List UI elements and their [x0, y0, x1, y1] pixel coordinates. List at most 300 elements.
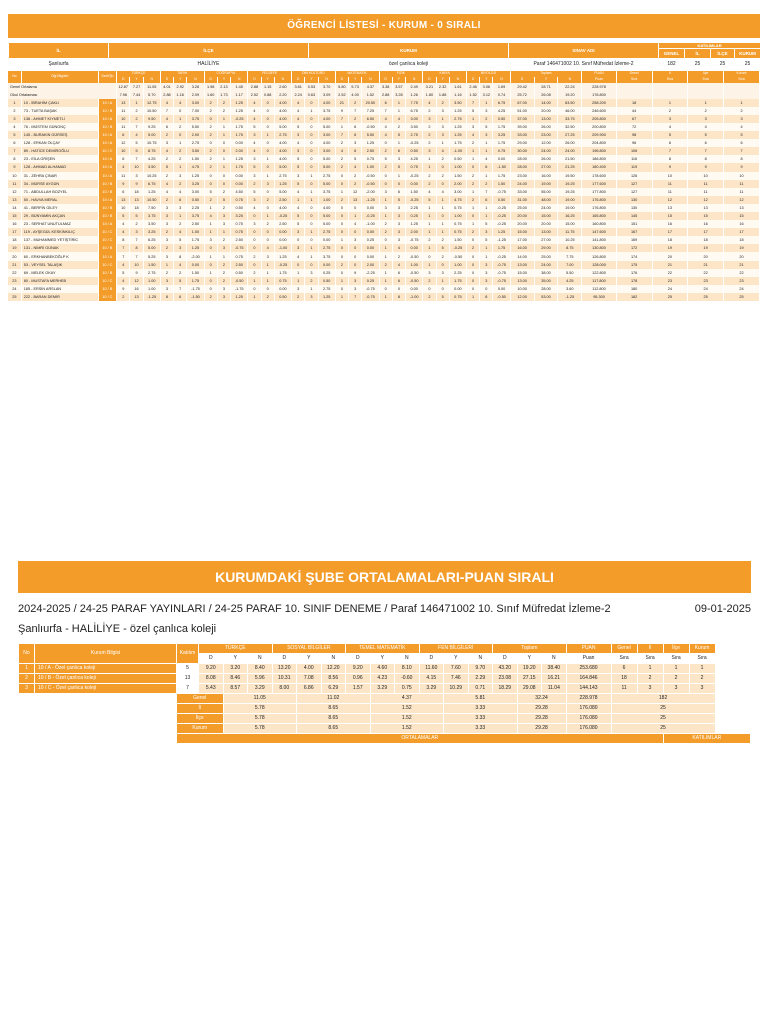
student-value: 7: [349, 293, 362, 301]
student-value: 1: [436, 228, 449, 236]
avg-kurum-header: Kurum Bilgisi: [35, 644, 177, 664]
student-value: 0.75: [406, 163, 423, 171]
student-value: 176.800: [582, 196, 616, 204]
class-value: 5.43: [199, 684, 224, 694]
student-value: 2: [652, 107, 688, 115]
student-value: 1.75: [493, 139, 510, 147]
student-value: 5.00: [143, 131, 160, 139]
subject-header: TÜRKÇE: [117, 71, 161, 77]
avg-sub-header: N: [468, 654, 493, 664]
student-value: 38.00: [534, 269, 558, 277]
student-value: 1.25: [362, 139, 379, 147]
student-value: 4: [160, 180, 173, 188]
student-value: 1: [436, 277, 449, 285]
summary-value: 3.33: [444, 724, 518, 734]
student-value: 2: [217, 107, 230, 115]
class-row: [19, 674, 751, 684]
student-name: 50 - HAVVA MERAL: [21, 196, 98, 204]
avg-sub-header: Y: [223, 654, 248, 664]
student-value: 20: [652, 252, 688, 260]
student-no: 12: [8, 188, 21, 196]
student-value: 2: [204, 155, 217, 163]
student-value: 2: [349, 115, 362, 123]
sub-header: Y: [217, 77, 230, 83]
student-value: 4.00: [274, 155, 291, 163]
student-value: 4: [248, 147, 261, 155]
student-no: 25: [8, 293, 21, 301]
student-value: 3: [480, 277, 493, 285]
student-value: 1: [174, 115, 187, 123]
student-no: 19: [8, 244, 21, 252]
student-name: 137 - MUHAMMED YETİŞTİRİC: [21, 236, 98, 244]
student-value: 1: [466, 220, 479, 228]
student-value: 2: [130, 107, 143, 115]
student-value: 1.75: [231, 123, 248, 131]
student-value: 0.00: [406, 244, 423, 252]
student-value: 169: [616, 236, 652, 244]
student-value: 4.00: [274, 139, 291, 147]
student-value: 0: [261, 147, 274, 155]
student-value: 1.25: [274, 180, 291, 188]
student-value: 4: [160, 147, 173, 155]
avg-subject-header: İlçe: [663, 644, 689, 654]
student-value: 0: [466, 236, 479, 244]
avg-sub-header: N: [542, 654, 567, 664]
summary-value: 5.78: [223, 714, 297, 724]
student-name: 34 - MÜRSE AYGÜN: [21, 180, 98, 188]
student-name: 41 - BERFİN GİLEY: [21, 204, 98, 212]
student-value: 2.00: [231, 147, 248, 155]
student-value: 0: [466, 252, 479, 260]
student-value: -1.00: [274, 244, 291, 252]
student-value: 176.800: [582, 204, 616, 212]
student-class: 10 / B: [98, 107, 117, 115]
subject-header: BİYOLOJİ: [466, 71, 510, 77]
student-value: 1: [305, 107, 318, 115]
student-value: 3: [392, 228, 405, 236]
student-value: 0: [466, 285, 479, 293]
student-value: 182: [616, 293, 652, 301]
student-value: 1: [261, 261, 274, 269]
student-value: 0: [217, 139, 230, 147]
class-value: 164.846: [566, 674, 611, 684]
student-value: 1: [217, 228, 230, 236]
student-value: 30.00: [510, 147, 534, 155]
student-value: 4: [174, 99, 187, 107]
student-value: 31.00: [510, 196, 534, 204]
student-value: 19.00: [558, 204, 582, 212]
student-value: 0.25: [406, 212, 423, 220]
student-row: [8, 188, 760, 196]
student-value: 6: [349, 131, 362, 139]
student-value: 1.75: [231, 131, 248, 139]
average-value: 2.46: [466, 83, 479, 91]
student-value: 0: [261, 236, 274, 244]
student-value: 13.00: [510, 261, 534, 269]
student-value: -0.25: [406, 172, 423, 180]
student-value: -0.50: [493, 293, 510, 301]
class-value: 2: [689, 674, 715, 684]
student-value: 0: [204, 180, 217, 188]
sub-header: D: [204, 77, 217, 83]
student-value: 3.50: [143, 220, 160, 228]
student-value: 11: [117, 172, 130, 180]
student-value: 2: [174, 123, 187, 131]
class-value: 12.20: [321, 664, 346, 674]
student-value: 3: [392, 220, 405, 228]
student-value: 0: [261, 107, 274, 115]
student-value: 0: [248, 261, 261, 269]
student-value: 11: [688, 188, 724, 196]
student-value: -0.25: [274, 212, 291, 220]
student-value: 1.75: [493, 172, 510, 180]
student-name: 10 - İBRAHİM ÇAKLI: [21, 99, 98, 107]
student-value: 5: [423, 196, 436, 204]
student-row: [8, 180, 760, 188]
class-katilim: 5: [177, 664, 199, 674]
student-value: 3: [436, 269, 449, 277]
student-value: 18: [130, 204, 143, 212]
student-value: 19.25: [558, 180, 582, 188]
student-value: 9: [117, 180, 130, 188]
student-value: 1: [261, 131, 274, 139]
student-value: 3.25: [187, 180, 204, 188]
average-value: 1.17: [231, 91, 248, 99]
student-value: 1.25: [187, 244, 204, 252]
student-value: 2.75: [274, 172, 291, 180]
avg-sub-header: D: [199, 654, 224, 664]
summary-value: 1.52: [370, 704, 444, 714]
student-value: 2: [174, 269, 187, 277]
student-value: 2.75: [274, 131, 291, 139]
student-value: 5.00: [318, 123, 335, 131]
summary-value: 5.81: [444, 694, 518, 704]
student-no: 5: [8, 131, 21, 139]
student-value: 1: [305, 172, 318, 180]
student-value: 1: [204, 269, 217, 277]
student-value: 1.75: [493, 123, 510, 131]
class-averages-section: [18, 561, 751, 744]
student-no: 18: [8, 236, 21, 244]
avg-subject-header: TÜRKÇE: [199, 644, 273, 654]
student-row: [8, 236, 760, 244]
student-class: 10 / B: [98, 188, 117, 196]
student-value: 0: [292, 236, 305, 244]
subject-header: KİMYA: [423, 71, 467, 77]
empty-cell: [652, 83, 688, 91]
student-value: 7: [160, 107, 173, 115]
summary-value: 1.52: [370, 724, 444, 734]
class-value: 4.60: [370, 664, 395, 674]
student-value: 2: [217, 236, 230, 244]
student-value: 2: [217, 99, 230, 107]
student-value: -2.00: [187, 252, 204, 260]
student-name: 73 - TUETA BAŞAK: [21, 107, 98, 115]
summary-row: [19, 714, 751, 724]
student-value: 13.00: [510, 277, 534, 285]
student-value: 4: [349, 220, 362, 228]
student-value: 1: [305, 188, 318, 196]
student-value: 1.75: [231, 163, 248, 171]
summary-value: 4.37: [370, 694, 444, 704]
student-value: 0: [261, 115, 274, 123]
student-value: 4: [248, 115, 261, 123]
class-value: 0.71: [468, 684, 493, 694]
student-value: 2: [160, 244, 173, 252]
student-value: 4: [436, 147, 449, 155]
summary-value: 5.78: [223, 704, 297, 714]
class-value: 0.96: [346, 674, 371, 684]
student-value: 0: [305, 236, 318, 244]
student-class: 10 / B: [98, 212, 117, 220]
summary-value: 8.65: [297, 714, 371, 724]
student-value: 2: [379, 147, 392, 155]
average-value: 7.27: [130, 83, 143, 91]
student-value: 4: [349, 163, 362, 171]
student-value: 8: [652, 155, 688, 163]
blank-cell: [19, 714, 177, 724]
student-value: 10: [117, 204, 130, 212]
class-value: 2.29: [468, 674, 493, 684]
student-value: 2: [379, 220, 392, 228]
student-value: 14.00: [510, 252, 534, 260]
class-value: 3.29: [370, 684, 395, 694]
student-value: 4: [261, 244, 274, 252]
student-value: 4: [117, 220, 130, 228]
sub-header: N: [449, 77, 466, 83]
student-value: 4.00: [274, 204, 291, 212]
average-value: 176.800: [582, 91, 616, 99]
average-value: 0.88: [261, 91, 274, 99]
student-value: 13: [688, 204, 724, 212]
student-value: 1: [174, 163, 187, 171]
footer-row: [19, 734, 751, 744]
student-value: 4: [423, 188, 436, 196]
student-value: 0.75: [274, 277, 291, 285]
sub-header: D: [379, 77, 392, 83]
student-value: 3: [480, 131, 493, 139]
student-value: 13: [349, 196, 362, 204]
student-value: 4: [379, 123, 392, 131]
student-value: 3: [174, 204, 187, 212]
subject-header: FİZİK: [379, 71, 423, 77]
student-value: 6: [117, 131, 130, 139]
student-name: 71 - ABDULLAH BOZYEL: [21, 188, 98, 196]
student-value: 12.75: [143, 99, 160, 107]
sub-header: N: [558, 77, 582, 83]
student-value: 4: [160, 99, 173, 107]
student-value: 0: [248, 244, 261, 252]
class-value: 3: [689, 684, 715, 694]
student-name: 119 - AYŞEGÜL KESKİNKILIÇ: [21, 228, 98, 236]
student-value: 0: [379, 236, 392, 244]
student-value: 2: [436, 155, 449, 163]
genel-count: 182: [659, 59, 685, 69]
student-value: 0: [248, 236, 261, 244]
average-value: 26.08: [534, 91, 558, 99]
student-value: 1.25: [318, 293, 335, 301]
student-value: 7: [466, 99, 479, 107]
class-value: 3.29: [248, 684, 273, 694]
empty-cell: [616, 83, 652, 91]
student-value: 5.25: [143, 252, 160, 260]
student-value: 7: [130, 155, 143, 163]
student-value: 2: [423, 293, 436, 301]
student-value: 12: [688, 196, 724, 204]
student-value: 2.75: [187, 139, 204, 147]
student-value: 24.00: [534, 261, 558, 269]
student-value: 2.75: [318, 172, 335, 180]
student-value: 2: [423, 236, 436, 244]
student-row: [8, 204, 760, 212]
class-value: 2: [663, 674, 689, 684]
student-value: 3: [292, 172, 305, 180]
student-value: 3: [480, 228, 493, 236]
student-name: 89 - HATİCE DEMİROĞLU: [21, 147, 98, 155]
summary-participation: 25: [611, 714, 715, 724]
average-value: 3.28: [187, 83, 204, 91]
student-value: 7: [130, 236, 143, 244]
student-value: 0: [292, 261, 305, 269]
student-value: 23: [724, 277, 760, 285]
class-value: 16.21: [542, 674, 567, 684]
student-value: 5: [117, 212, 130, 220]
student-value: 21.25: [558, 163, 582, 171]
student-class: 10 / B: [98, 180, 117, 188]
student-value: 23: [652, 277, 688, 285]
student-value: 4: [117, 261, 130, 269]
average-value: 1.98: [204, 83, 217, 91]
student-value: -0.25: [406, 139, 423, 147]
student-value: 7.75: [406, 99, 423, 107]
class-value: 4.00: [297, 664, 322, 674]
average-value: 1.52: [466, 91, 479, 99]
student-value: 7: [379, 107, 392, 115]
avg-rank-sub-header: Sıra: [689, 654, 715, 664]
student-value: 2: [466, 180, 479, 188]
student-value: 10: [130, 261, 143, 269]
student-value: 27.00: [534, 163, 558, 171]
student-value: 2.50: [231, 261, 248, 269]
average-value: 1.69: [493, 83, 510, 91]
student-value: 3: [423, 115, 436, 123]
average-label: Okul Ortalaması: [8, 91, 117, 99]
student-value: 5: [392, 196, 405, 204]
student-class: 10 / B: [98, 123, 117, 131]
student-value: 1: [480, 139, 493, 147]
student-value: 0: [335, 220, 348, 228]
average-value: 29.42: [510, 83, 534, 91]
student-value: 1: [217, 252, 230, 260]
exam-header-table: [8, 42, 761, 69]
student-value: 1: [480, 252, 493, 260]
student-value: 1: [652, 99, 688, 107]
student-value: 7: [335, 131, 348, 139]
student-value: 6: [174, 196, 187, 204]
student-value: 72: [616, 123, 652, 131]
student-value: 1.25: [449, 131, 466, 139]
student-value: 0: [466, 269, 479, 277]
student-value: -1.75: [187, 285, 204, 293]
sub-header: D: [510, 77, 534, 83]
student-value: 5: [248, 123, 261, 131]
student-value: 2: [217, 277, 230, 285]
blank-cell: [19, 734, 177, 744]
student-value: 5: [392, 163, 405, 171]
student-value: 0.50: [187, 196, 204, 204]
student-value: 4.00: [274, 99, 291, 107]
student-value: 1: [261, 277, 274, 285]
student-value: 1: [436, 115, 449, 123]
student-value: 2: [349, 99, 362, 107]
student-value: 6: [480, 163, 493, 171]
sub-header: N: [493, 77, 510, 83]
student-value: 3: [248, 131, 261, 139]
student-value: 0: [305, 131, 318, 139]
student-value: 3: [248, 172, 261, 180]
student-value: 0.00: [362, 204, 379, 212]
student-value: 10: [652, 172, 688, 180]
student-value: 4.00: [274, 147, 291, 155]
student-value: 10: [117, 147, 130, 155]
summary-value: 32.24: [517, 694, 566, 704]
student-value: 0: [466, 163, 479, 171]
student-value: 3: [379, 204, 392, 212]
student-value: 5: [217, 196, 230, 204]
student-value: 1: [436, 204, 449, 212]
student-value: 128.000: [582, 261, 616, 269]
student-value: 1.75: [449, 139, 466, 147]
student-value: 1: [423, 220, 436, 228]
student-value: 0: [436, 261, 449, 269]
student-value: -0.75: [362, 293, 379, 301]
student-value: 4: [292, 204, 305, 212]
student-value: 20.00: [510, 220, 534, 228]
student-value: 3: [217, 285, 230, 293]
average-value: 1.16: [174, 91, 187, 99]
student-value: 2.50: [231, 236, 248, 244]
student-value: 7.00: [187, 107, 204, 115]
empty-cell: [724, 91, 760, 99]
student-value: 0: [335, 212, 348, 220]
student-value: 7: [130, 252, 143, 260]
student-value: 5.00: [318, 163, 335, 171]
student-value: 0.50: [231, 269, 248, 277]
student-value: 1.00: [449, 212, 466, 220]
student-value: 0: [392, 285, 405, 293]
student-value: -1.50: [187, 293, 204, 301]
student-value: 1: [261, 155, 274, 163]
student-value: 10.50: [143, 196, 160, 204]
class-value: 6.86: [297, 684, 322, 694]
average-value: 228.978: [582, 83, 616, 91]
student-value: 209.900: [582, 131, 616, 139]
student-value: 1: [204, 228, 217, 236]
student-value: 2: [117, 293, 130, 301]
average-value: 12.87: [117, 83, 130, 91]
student-name: 29 - BÜNYAMİN AKÇAN: [21, 212, 98, 220]
sub-header: Y: [130, 77, 143, 83]
student-value: 165.800: [582, 212, 616, 220]
student-value: 0: [204, 172, 217, 180]
student-value: 37.00: [510, 115, 534, 123]
class-name: 10 / A - Özel çanlıca koleji: [35, 664, 177, 674]
student-value: 19.00: [534, 180, 558, 188]
student-value: 1.75: [187, 277, 204, 285]
student-value: 1: [423, 204, 436, 212]
student-value: 13: [130, 196, 143, 204]
student-value: 25.00: [510, 204, 534, 212]
